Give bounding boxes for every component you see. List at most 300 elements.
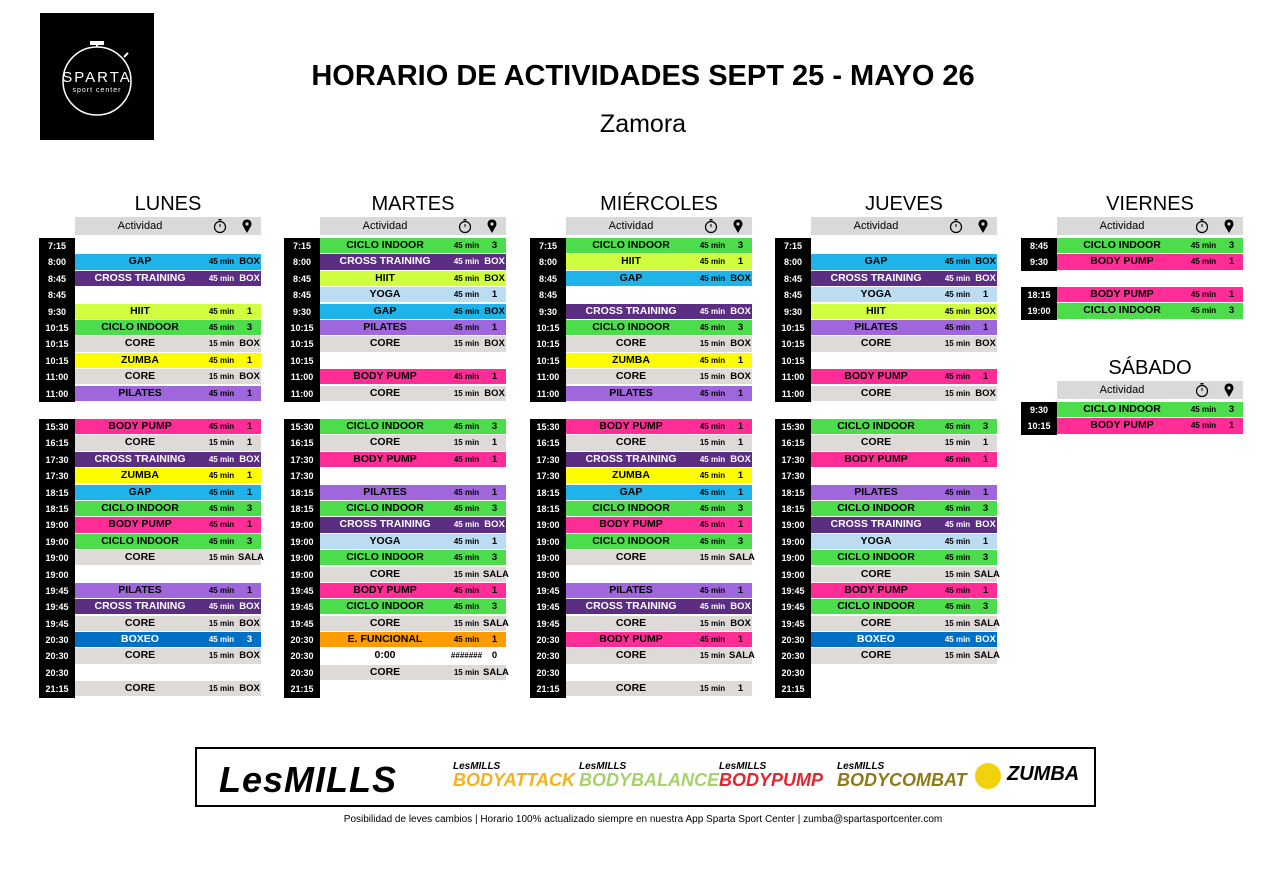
duration: 45 min bbox=[453, 536, 480, 546]
duration: 15 min bbox=[944, 388, 971, 398]
activity-name: CICLO INDOOR bbox=[592, 320, 670, 333]
duration: 45 min bbox=[1190, 421, 1217, 431]
duration: 45 min bbox=[944, 322, 971, 332]
lesmills-logo: LesMILLS bbox=[219, 759, 398, 800]
brand-bodyattack bbox=[453, 761, 575, 791]
location: 3 bbox=[246, 634, 253, 646]
activity-cell bbox=[320, 353, 506, 368]
duration: 45 min bbox=[208, 602, 235, 612]
schedule-row bbox=[1021, 238, 1243, 254]
activity-name: HIIT bbox=[375, 271, 395, 284]
schedule-row bbox=[284, 517, 506, 533]
schedule-row bbox=[284, 583, 506, 599]
time-cell: 10:15 bbox=[530, 353, 566, 369]
duration: 45 min bbox=[699, 388, 726, 398]
location: 1 bbox=[982, 584, 989, 596]
activity-name: PILATES bbox=[363, 320, 407, 333]
location: 1 bbox=[737, 683, 744, 695]
duration: 45 min bbox=[453, 602, 480, 612]
activity-cell bbox=[75, 452, 261, 467]
time-cell: 19:45 bbox=[284, 583, 320, 599]
schedule-row bbox=[775, 599, 997, 615]
activity-cell bbox=[811, 681, 997, 696]
activity-cell bbox=[566, 287, 752, 302]
schedule-row bbox=[530, 435, 752, 451]
lesmills-banner bbox=[195, 747, 1096, 807]
activity-cell bbox=[75, 616, 261, 631]
activity-cell bbox=[320, 534, 506, 549]
duration: 15 min bbox=[944, 339, 971, 349]
schedule-row bbox=[530, 534, 752, 550]
duration: 45 min bbox=[944, 273, 971, 283]
morning-schedule bbox=[530, 238, 752, 402]
schedule-row bbox=[775, 501, 997, 517]
activity-name: CICLO INDOOR bbox=[592, 239, 670, 251]
schedule-row bbox=[39, 336, 261, 352]
activity-cell bbox=[1057, 254, 1243, 269]
activity-cell bbox=[1057, 303, 1243, 318]
activity-cell bbox=[566, 386, 752, 401]
activity-name: BOXEO bbox=[121, 633, 159, 646]
activity-name: CICLO INDOOR bbox=[837, 551, 915, 564]
activity-cell bbox=[75, 468, 261, 483]
activity-name: GAP bbox=[619, 271, 643, 284]
duration: 45 min bbox=[208, 503, 235, 513]
table-header bbox=[1057, 217, 1243, 235]
duration: 15 min bbox=[453, 438, 480, 448]
time-cell: 9:30 bbox=[284, 304, 320, 320]
duration: 45 min bbox=[944, 503, 971, 513]
activity-name: CICLO INDOOR bbox=[1083, 239, 1161, 251]
location: BOX bbox=[239, 453, 260, 465]
time-cell: 8:45 bbox=[530, 271, 566, 287]
activity-cell bbox=[75, 336, 261, 351]
time-cell: 18:15 bbox=[1021, 287, 1057, 303]
activity-cell bbox=[320, 567, 509, 582]
activity-name: CORE bbox=[615, 370, 647, 383]
duration: 15 min bbox=[944, 651, 971, 661]
time-cell: 19:00 bbox=[530, 534, 566, 550]
time-cell: 9:30 bbox=[1021, 402, 1057, 418]
afternoon-schedule bbox=[284, 419, 509, 698]
duration: 45 min bbox=[453, 635, 480, 645]
schedule-row bbox=[530, 648, 755, 664]
schedule-row bbox=[284, 616, 509, 632]
location: 1 bbox=[491, 634, 498, 646]
schedule-row bbox=[1021, 303, 1243, 319]
activity-cell bbox=[566, 353, 752, 368]
activity-name: CORE bbox=[860, 386, 892, 399]
location: BOX bbox=[730, 338, 751, 350]
activity-name: CICLO INDOOR bbox=[101, 320, 179, 333]
schedule-row bbox=[530, 304, 752, 320]
duration: 45 min bbox=[453, 422, 480, 431]
time-cell: 21:15 bbox=[39, 681, 75, 697]
time-cell: 20:30 bbox=[39, 632, 75, 648]
activity-name: BODY PUMP bbox=[108, 420, 172, 432]
time-cell: 18:15 bbox=[284, 485, 320, 501]
activity-header: Actividad bbox=[608, 220, 654, 232]
time-cell: 10:15 bbox=[284, 320, 320, 336]
schedule-row bbox=[775, 517, 997, 533]
schedule-row bbox=[39, 681, 261, 697]
schedule-row bbox=[775, 419, 997, 435]
time-cell: 8:45 bbox=[530, 287, 566, 303]
location: 1 bbox=[982, 535, 989, 547]
schedule-row bbox=[775, 304, 997, 320]
activity-header: Actividad bbox=[117, 220, 163, 232]
activity-name: CICLO INDOOR bbox=[1083, 403, 1161, 415]
duration: 15 min bbox=[699, 438, 726, 448]
duration: 15 min bbox=[699, 553, 726, 563]
morning-schedule bbox=[1021, 238, 1243, 271]
time-cell: 8:45 bbox=[775, 271, 811, 287]
activity-cell bbox=[75, 369, 261, 384]
time-cell: 19:00 bbox=[530, 550, 566, 566]
duration: 45 min bbox=[453, 553, 480, 563]
activity-name: GAP bbox=[619, 485, 643, 498]
time-cell: 8:45 bbox=[284, 287, 320, 303]
activity-cell bbox=[811, 271, 997, 286]
time-cell: 20:30 bbox=[775, 632, 811, 648]
activity-cell bbox=[566, 369, 752, 384]
activity-name: ZUMBA bbox=[612, 353, 650, 366]
duration: 15 min bbox=[453, 339, 480, 349]
brand-small: LesMILLS bbox=[579, 761, 627, 772]
activity-cell bbox=[75, 567, 261, 582]
location: 1 bbox=[491, 321, 498, 333]
time-cell: 19:00 bbox=[39, 517, 75, 533]
location: 1 bbox=[737, 470, 744, 482]
logo-subtext: sport center bbox=[72, 87, 122, 94]
activity-cell bbox=[811, 238, 997, 253]
schedule-row bbox=[39, 353, 261, 369]
location: BOX bbox=[239, 272, 260, 284]
location: 1 bbox=[246, 584, 253, 596]
time-cell: 20:30 bbox=[284, 648, 320, 664]
schedule-row bbox=[284, 599, 506, 615]
sparta-logo bbox=[40, 13, 154, 140]
day-name: MIÉRCOLES bbox=[600, 193, 718, 215]
time-cell: 19:45 bbox=[530, 583, 566, 599]
activity-cell bbox=[320, 501, 506, 516]
duration: 45 min bbox=[1190, 306, 1217, 316]
time-cell: 15:30 bbox=[39, 419, 75, 435]
location: 1 bbox=[737, 354, 744, 366]
activity-name: BOXEO bbox=[857, 633, 895, 646]
schedule-row bbox=[39, 550, 264, 566]
schedule-row bbox=[284, 254, 506, 270]
time-cell: 10:15 bbox=[775, 336, 811, 352]
stopwatch-icon bbox=[1190, 381, 1214, 399]
time-cell: 8:45 bbox=[775, 287, 811, 303]
time-cell: 20:30 bbox=[775, 648, 811, 664]
location: 1 bbox=[737, 256, 744, 268]
time-cell: 21:15 bbox=[775, 681, 811, 697]
stopwatch-icon bbox=[1190, 217, 1214, 235]
activity-name: CICLO INDOOR bbox=[837, 501, 915, 514]
brand-big: BODYBALANCE bbox=[579, 770, 720, 790]
activity-cell bbox=[320, 681, 506, 696]
activity-cell bbox=[320, 320, 506, 335]
activity-name: CICLO INDOOR bbox=[346, 600, 424, 613]
activity-name: BODY PUMP bbox=[1090, 419, 1154, 432]
activity-cell bbox=[320, 550, 506, 565]
activity-name: CORE bbox=[615, 649, 647, 662]
activity-name: BODY PUMP bbox=[353, 583, 417, 596]
schedule-row bbox=[530, 336, 752, 352]
activity-name: CORE bbox=[124, 616, 156, 629]
day-name: VIERNES bbox=[1106, 193, 1194, 215]
location: 1 bbox=[491, 371, 498, 383]
activity-cell bbox=[75, 271, 261, 286]
location: BOX bbox=[239, 683, 260, 695]
activity-cell bbox=[811, 501, 997, 516]
time-cell: 19:00 bbox=[775, 567, 811, 583]
schedule-row bbox=[284, 501, 506, 517]
duration: 45 min bbox=[699, 602, 726, 612]
schedule-row bbox=[775, 583, 997, 599]
afternoon-schedule bbox=[1021, 287, 1243, 320]
time-cell: 19:45 bbox=[775, 583, 811, 599]
zumba-logo: ZUMBA bbox=[1007, 763, 1080, 785]
schedule-row bbox=[530, 599, 752, 615]
activity-name: CICLO INDOOR bbox=[346, 420, 424, 432]
schedule-row bbox=[530, 271, 752, 287]
brand-bodypump bbox=[719, 761, 823, 791]
duration: 45 min bbox=[453, 520, 480, 530]
activity-cell bbox=[566, 648, 755, 663]
activity-name: CICLO INDOOR bbox=[101, 534, 179, 547]
location: BOX bbox=[484, 256, 505, 268]
location: 1 bbox=[246, 387, 253, 399]
time-cell: 11:00 bbox=[39, 386, 75, 402]
activity-cell bbox=[811, 648, 1000, 663]
location: 1 bbox=[1228, 289, 1235, 300]
activity-name: CROSS TRAINING bbox=[339, 518, 431, 531]
stopwatch-icon bbox=[944, 217, 968, 235]
time-cell: 9:30 bbox=[1021, 254, 1057, 270]
time-cell: 15:30 bbox=[284, 419, 320, 435]
activity-cell bbox=[75, 386, 261, 401]
location: 1 bbox=[1228, 256, 1235, 268]
time-cell: 16:15 bbox=[775, 435, 811, 451]
activity-cell bbox=[811, 353, 997, 368]
duration: 15 min bbox=[944, 618, 971, 628]
location: BOX bbox=[239, 601, 260, 613]
activity-header: Actividad bbox=[362, 220, 408, 232]
location: 1 bbox=[491, 289, 498, 301]
schedule-row bbox=[284, 468, 506, 484]
activity-name: CORE bbox=[369, 665, 401, 678]
activity-cell bbox=[811, 550, 997, 565]
duration: 45 min bbox=[208, 388, 235, 398]
duration: 45 min bbox=[453, 257, 480, 267]
schedule-row bbox=[284, 386, 506, 402]
brand-big: BODYCOMBAT bbox=[837, 770, 967, 790]
schedule-row bbox=[775, 320, 997, 336]
activity-name: CORE bbox=[860, 649, 892, 662]
location: 0 bbox=[491, 650, 498, 662]
activity-name: CICLO INDOOR bbox=[346, 501, 424, 514]
schedule-row bbox=[775, 238, 997, 254]
schedule-row bbox=[530, 386, 752, 402]
location: 3 bbox=[491, 552, 498, 564]
duration: 45 min bbox=[208, 273, 235, 283]
activity-cell bbox=[75, 419, 261, 434]
activity-cell bbox=[811, 304, 997, 319]
location: BOX bbox=[484, 387, 505, 399]
time-cell: 20:30 bbox=[284, 665, 320, 681]
location: SALA bbox=[974, 650, 1000, 662]
activity-cell bbox=[811, 517, 997, 532]
location: 1 bbox=[246, 519, 253, 531]
schedule-row bbox=[39, 304, 261, 320]
time-cell: 9:30 bbox=[775, 304, 811, 320]
activity-name: ZUMBA bbox=[121, 353, 159, 366]
time-cell: 20:30 bbox=[530, 665, 566, 681]
activity-header: Actividad bbox=[853, 220, 899, 232]
activity-name: GAP bbox=[128, 255, 152, 268]
duration: 15 min bbox=[453, 388, 480, 398]
activity-cell bbox=[75, 287, 261, 302]
schedule-row bbox=[1021, 402, 1243, 418]
afternoon-schedule bbox=[530, 419, 755, 698]
logo-text: SPARTA bbox=[62, 69, 132, 86]
schedule-row bbox=[530, 353, 752, 369]
activity-cell bbox=[75, 550, 264, 565]
location: 1 bbox=[737, 421, 744, 432]
location: SALA bbox=[483, 666, 509, 678]
schedule-row bbox=[775, 369, 997, 385]
page-subtitle: Zamora bbox=[599, 110, 687, 138]
location: 1 bbox=[737, 387, 744, 399]
time-cell: 20:30 bbox=[39, 648, 75, 664]
activity-name: CORE bbox=[860, 436, 892, 449]
time-cell: 8:00 bbox=[530, 254, 566, 270]
time-cell: 17:30 bbox=[39, 452, 75, 468]
schedule-row bbox=[775, 468, 997, 484]
schedule-row bbox=[39, 369, 261, 385]
schedule-row bbox=[39, 271, 261, 287]
location: 3 bbox=[246, 535, 253, 547]
duration: 45 min bbox=[453, 487, 480, 497]
location: 3 bbox=[491, 240, 498, 251]
duration: 45 min bbox=[453, 322, 480, 332]
time-cell: 18:15 bbox=[775, 501, 811, 517]
location: BOX bbox=[975, 387, 996, 399]
location: 1 bbox=[246, 470, 253, 482]
schedule-row bbox=[39, 452, 261, 468]
activity-cell bbox=[75, 517, 261, 532]
activity-name: GAP bbox=[864, 255, 888, 268]
location: BOX bbox=[975, 305, 996, 317]
duration: 45 min bbox=[944, 306, 971, 316]
time-cell: 18:15 bbox=[530, 485, 566, 501]
location: 3 bbox=[737, 535, 744, 547]
schedule-row bbox=[284, 287, 506, 303]
activity-name: BODY PUMP bbox=[599, 518, 663, 531]
location: SALA bbox=[483, 617, 509, 629]
time-cell: 9:30 bbox=[530, 304, 566, 320]
activity-cell bbox=[1057, 238, 1243, 253]
activity-cell bbox=[566, 583, 752, 598]
schedule-row bbox=[530, 485, 752, 501]
duration: 45 min bbox=[699, 422, 726, 431]
duration: 15 min bbox=[208, 684, 235, 694]
activity-name: YOGA bbox=[860, 534, 892, 547]
activity-name: PILATES bbox=[118, 386, 162, 399]
activity-name: CORE bbox=[124, 337, 156, 350]
schedule-row bbox=[39, 501, 261, 517]
activity-cell bbox=[566, 419, 752, 434]
activity-cell bbox=[566, 320, 752, 335]
location: BOX bbox=[975, 634, 996, 646]
time-cell: 19:45 bbox=[39, 599, 75, 615]
location: BOX bbox=[484, 272, 505, 284]
activity-name: HIIT bbox=[621, 255, 641, 268]
time-cell: 19:45 bbox=[284, 599, 320, 615]
time-cell: 11:00 bbox=[530, 386, 566, 402]
schedule-row bbox=[530, 681, 752, 697]
activity-cell bbox=[75, 501, 261, 516]
duration: 45 min bbox=[208, 471, 235, 481]
time-cell: 16:15 bbox=[284, 435, 320, 451]
location: 1 bbox=[491, 584, 498, 596]
schedule-row bbox=[39, 386, 261, 402]
activity-cell bbox=[75, 238, 261, 253]
activity-cell bbox=[320, 435, 506, 450]
zumba-icon bbox=[975, 763, 1001, 789]
duration: 45 min bbox=[699, 241, 726, 250]
activity-cell bbox=[320, 254, 506, 269]
time-cell: 21:15 bbox=[530, 681, 566, 697]
time-cell: 10:15 bbox=[284, 353, 320, 369]
schedule-row bbox=[39, 534, 261, 550]
time-cell: 16:15 bbox=[530, 435, 566, 451]
time-cell: 10:15 bbox=[530, 320, 566, 336]
activity-name: PILATES bbox=[609, 583, 653, 596]
schedule-row bbox=[775, 550, 997, 566]
schedule-row bbox=[284, 534, 506, 550]
activity-cell bbox=[320, 452, 506, 467]
duration: 45 min bbox=[944, 602, 971, 612]
duration: 45 min bbox=[944, 520, 971, 530]
activity-cell bbox=[75, 320, 261, 335]
activity-name: BODY PUMP bbox=[844, 370, 908, 383]
duration: 15 min bbox=[944, 569, 971, 579]
duration: 45 min bbox=[699, 257, 726, 267]
activity-cell bbox=[811, 567, 1000, 582]
map-pin-icon bbox=[1217, 217, 1241, 235]
duration: 45 min bbox=[208, 487, 235, 497]
location: 3 bbox=[1228, 240, 1235, 251]
location: SALA bbox=[729, 650, 755, 662]
activity-name: BODY PUMP bbox=[599, 633, 663, 646]
activity-name: PILATES bbox=[854, 485, 898, 498]
time-cell: 20:30 bbox=[39, 665, 75, 681]
time-cell: 15:30 bbox=[775, 419, 811, 435]
time-cell: 19:00 bbox=[775, 517, 811, 533]
duration: 45 min bbox=[699, 536, 726, 546]
activity-name: HIIT bbox=[130, 304, 150, 317]
schedule-row bbox=[39, 435, 261, 451]
activity-cell bbox=[320, 468, 506, 483]
schedule-row bbox=[39, 599, 261, 615]
location: 1 bbox=[491, 453, 498, 465]
duration: 45 min bbox=[453, 290, 480, 300]
duration: 45 min bbox=[699, 355, 726, 365]
